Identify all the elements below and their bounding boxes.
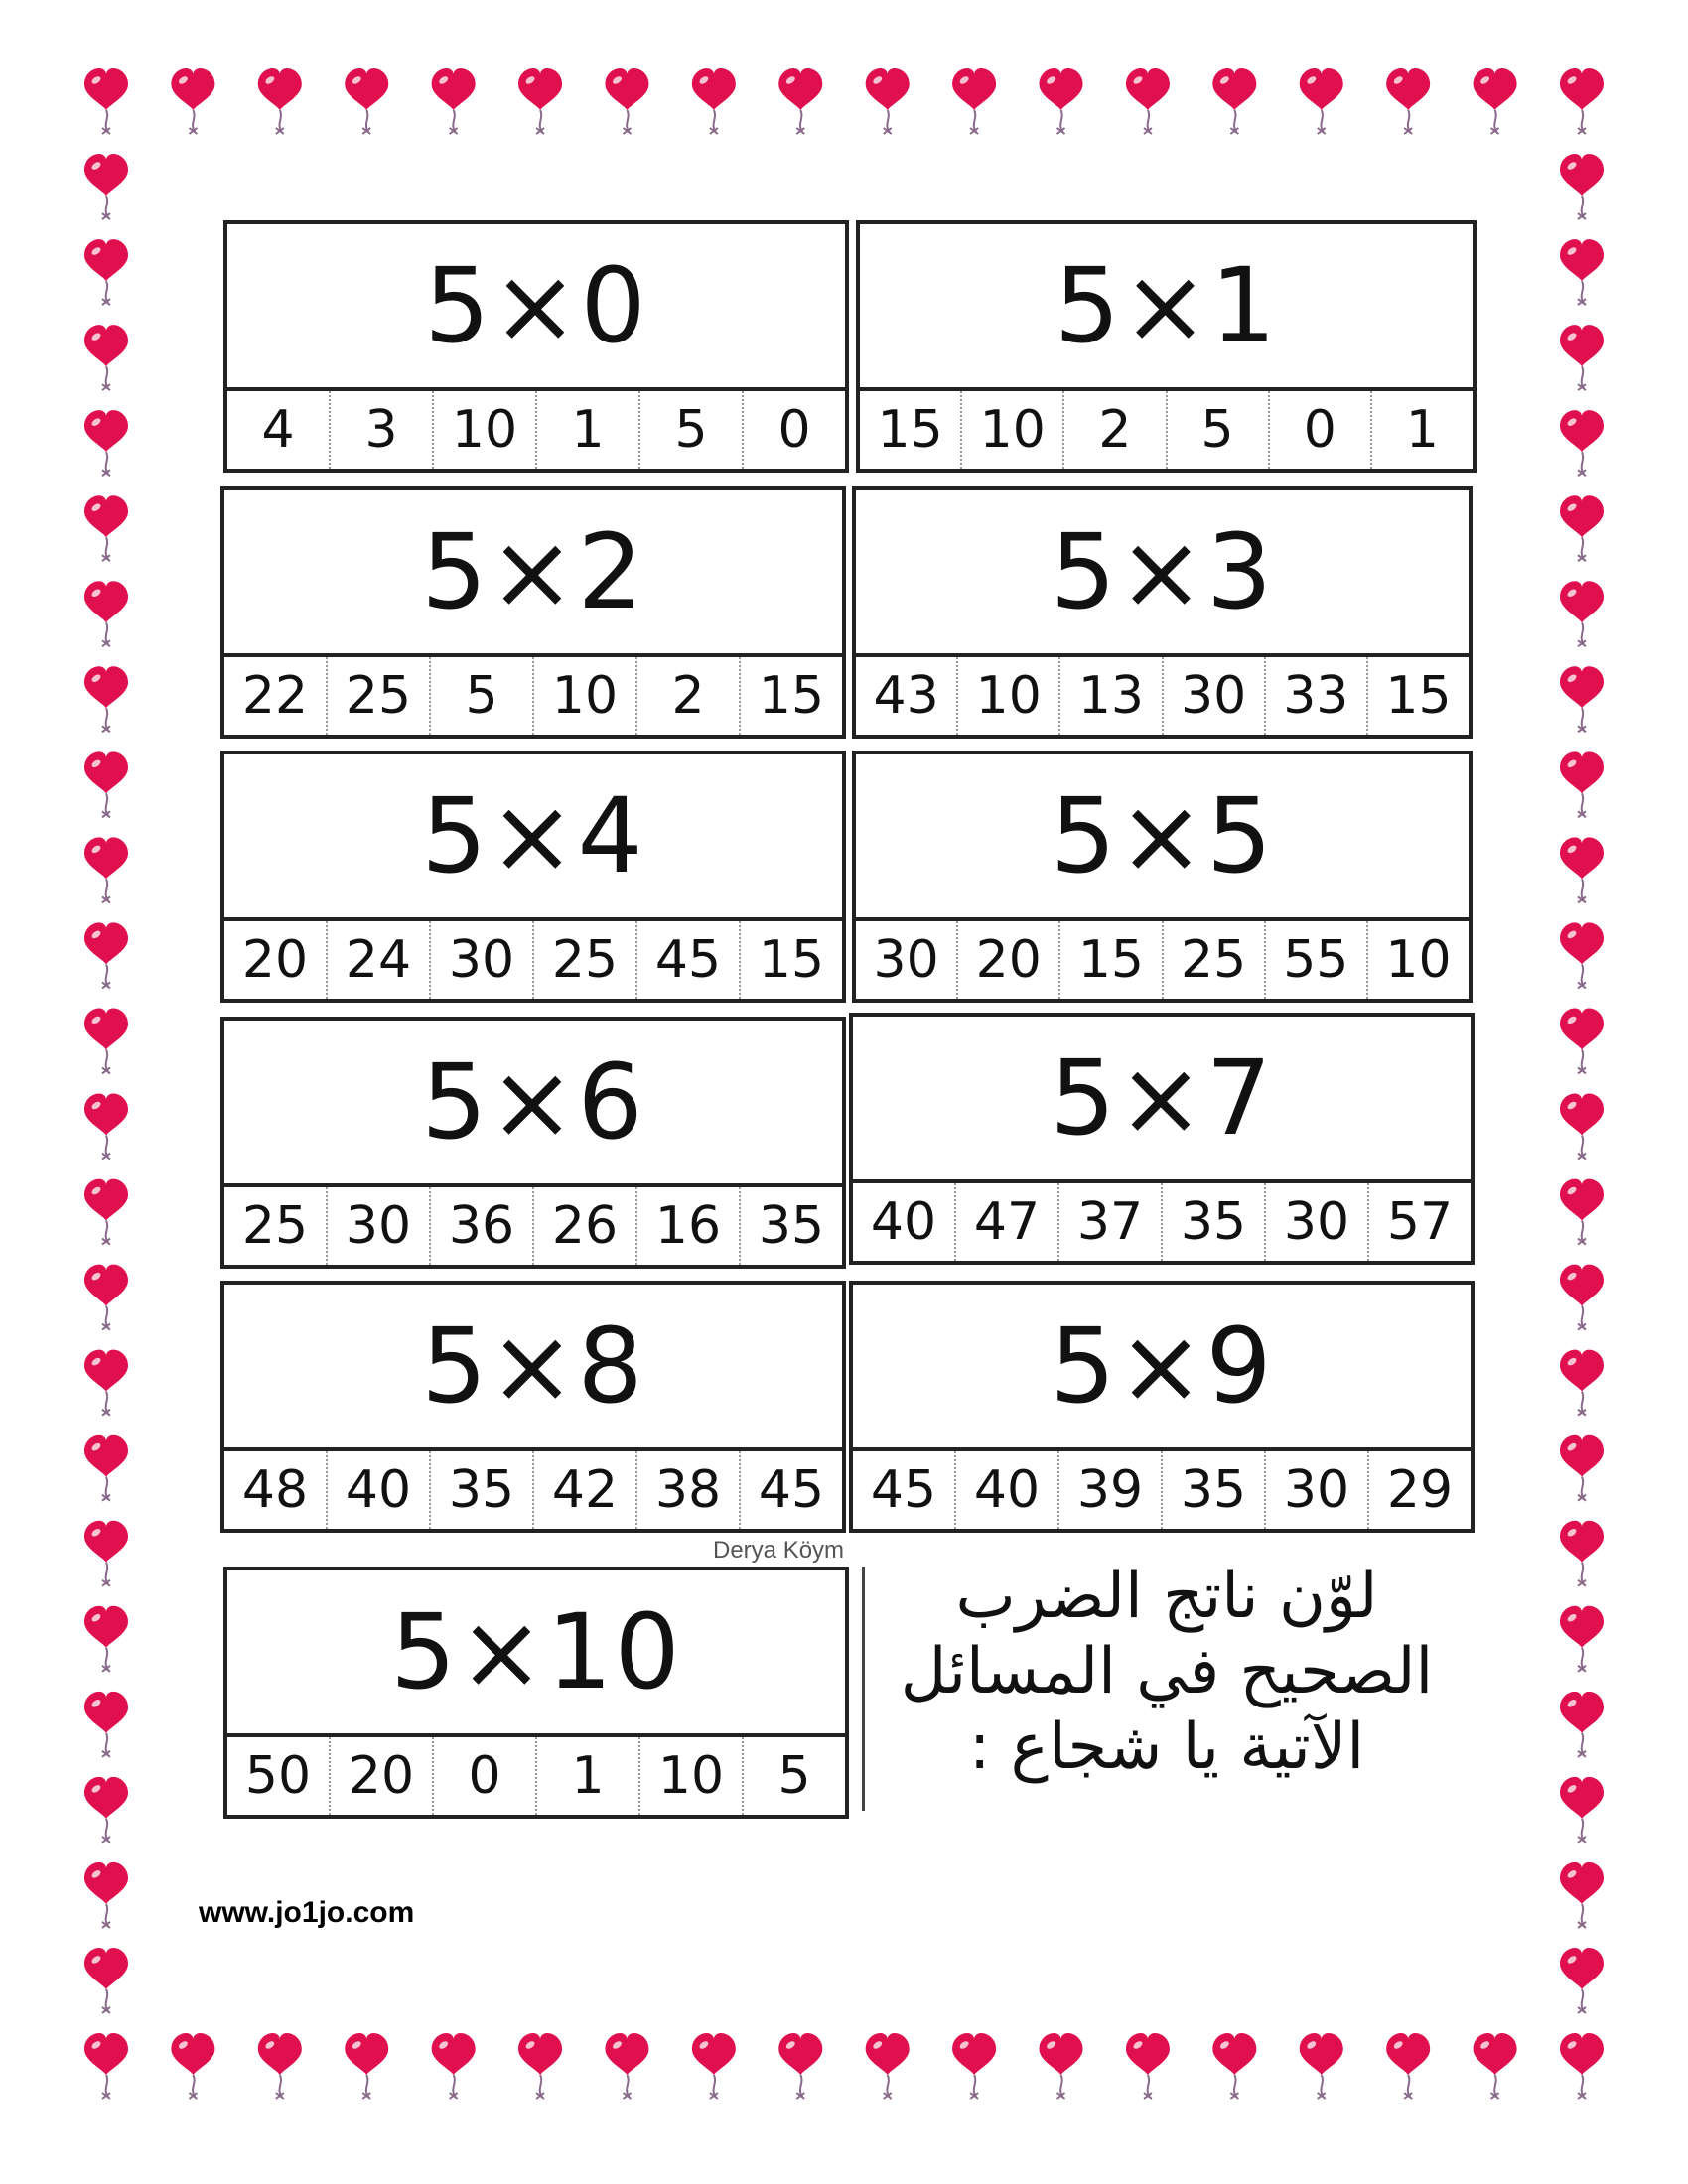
heart-balloon-icon bbox=[1560, 1008, 1604, 1073]
answer-option[interactable]: 30 bbox=[1266, 1451, 1369, 1529]
heart-balloon-icon bbox=[432, 2033, 476, 2099]
heart-balloon-icon bbox=[1560, 1606, 1604, 1672]
author-credit: Derya Köym bbox=[713, 1537, 845, 1564]
answer-option[interactable]: 35 bbox=[1163, 1183, 1266, 1261]
problem-label: 5×9 bbox=[1050, 1305, 1274, 1427]
multiplication-card bbox=[220, 1017, 846, 1269]
bracket-divider bbox=[862, 1567, 865, 1811]
heart-balloon-icon bbox=[84, 581, 128, 646]
instruction-line-2: الصحيح في المسائل bbox=[900, 1635, 1434, 1708]
heart-balloon-icon bbox=[952, 68, 996, 134]
heart-balloon-icon bbox=[1126, 2033, 1170, 2099]
answer-option[interactable]: 39 bbox=[1059, 1451, 1163, 1529]
answer-option[interactable]: 30 bbox=[1266, 1183, 1369, 1261]
heart-balloon-icon bbox=[258, 68, 302, 134]
heart-balloon-icon bbox=[1560, 751, 1604, 817]
answer-option[interactable]: 33 bbox=[1266, 657, 1368, 735]
answer-option[interactable]: 42 bbox=[534, 1451, 637, 1529]
answer-row bbox=[856, 653, 1469, 735]
heart-balloon-icon bbox=[1560, 1435, 1604, 1501]
answer-option[interactable]: 45 bbox=[758, 1460, 825, 1520]
answer-row bbox=[224, 917, 842, 999]
heart-balloon-icon bbox=[1560, 2033, 1604, 2099]
heart-balloon-icon bbox=[84, 325, 128, 390]
heart-balloon-icon bbox=[1560, 495, 1604, 561]
heart-balloon-icon bbox=[1560, 68, 1604, 134]
heart-balloon-icon bbox=[258, 2033, 302, 2099]
heart-balloon-icon bbox=[866, 68, 910, 134]
heart-balloon-icon bbox=[84, 1606, 128, 1672]
answer-row bbox=[224, 1183, 842, 1265]
heart-balloon-icon bbox=[605, 2033, 648, 2099]
heart-balloon-icon bbox=[84, 1692, 128, 1757]
answer-option[interactable]: 50 bbox=[227, 1737, 331, 1815]
heart-balloon-icon bbox=[1560, 581, 1604, 646]
heart-balloon-icon bbox=[1386, 2033, 1430, 2099]
heart-balloon-icon bbox=[84, 1777, 128, 1843]
heart-balloon-icon bbox=[1560, 837, 1604, 902]
answer-row bbox=[860, 387, 1473, 469]
answer-option[interactable]: 5 bbox=[431, 657, 534, 735]
heart-balloon-icon bbox=[84, 1350, 128, 1416]
heart-balloon-icon bbox=[84, 1521, 128, 1586]
answer-option[interactable]: 35 bbox=[758, 1196, 825, 1256]
heart-balloon-icon bbox=[518, 68, 562, 134]
instruction-text bbox=[869, 1559, 1465, 1785]
heart-balloon-icon bbox=[1212, 68, 1256, 134]
heart-balloon-icon bbox=[1560, 1521, 1604, 1586]
heart-balloon-icon bbox=[866, 2033, 910, 2099]
answer-option[interactable]: 20 bbox=[958, 921, 1060, 999]
heart-balloon-icon bbox=[171, 2033, 214, 2099]
problem-label: 5×2 bbox=[421, 511, 645, 632]
heart-balloon-icon bbox=[1040, 2033, 1083, 2099]
answer-option[interactable]: 0 bbox=[1270, 391, 1372, 469]
heart-balloon-icon bbox=[84, 495, 128, 561]
heart-balloon-icon bbox=[1474, 68, 1517, 134]
answer-option[interactable]: 43 bbox=[856, 657, 958, 735]
problem-label: 5×5 bbox=[1050, 775, 1275, 896]
heart-balloon-icon bbox=[1560, 410, 1604, 476]
heart-balloon-icon bbox=[1560, 239, 1604, 305]
answer-option[interactable]: 25 bbox=[224, 1187, 328, 1265]
answer-option[interactable]: 57 bbox=[1386, 1192, 1454, 1252]
answer-option[interactable]: 25 bbox=[1164, 921, 1266, 999]
heart-balloon-icon bbox=[84, 2033, 128, 2099]
answer-option[interactable]: 20 bbox=[331, 1737, 434, 1815]
answer-option[interactable]: 25 bbox=[534, 921, 637, 999]
multiplication-card bbox=[849, 1281, 1475, 1533]
multiplication-card bbox=[852, 751, 1473, 1003]
heart-balloon-icon bbox=[84, 1862, 128, 1928]
problem-label: 5×7 bbox=[1050, 1037, 1274, 1159]
answer-option[interactable]: 55 bbox=[1266, 921, 1368, 999]
multiplication-card bbox=[223, 1567, 849, 1819]
answer-option[interactable]: 16 bbox=[637, 1187, 741, 1265]
answer-row bbox=[856, 917, 1469, 999]
heart-balloon-icon bbox=[1560, 1179, 1604, 1245]
answer-option[interactable]: 22 bbox=[224, 657, 328, 735]
heart-balloon-icon bbox=[84, 1008, 128, 1073]
answer-option[interactable]: 30 bbox=[328, 1187, 431, 1265]
answer-option[interactable]: 10 bbox=[434, 391, 537, 469]
heart-balloon-icon bbox=[778, 68, 822, 134]
answer-row bbox=[853, 1179, 1471, 1261]
answer-option[interactable]: 48 bbox=[224, 1451, 328, 1529]
answer-option[interactable]: 5 bbox=[1168, 391, 1270, 469]
heart-balloon-icon bbox=[84, 410, 128, 476]
answer-option[interactable]: 36 bbox=[431, 1187, 534, 1265]
heart-balloon-icon bbox=[1300, 2033, 1343, 2099]
heart-balloon-icon bbox=[84, 239, 128, 305]
heart-balloon-icon bbox=[1560, 154, 1604, 219]
heart-balloon-icon bbox=[1300, 68, 1343, 134]
heart-balloon-icon bbox=[1560, 1350, 1604, 1416]
answer-option[interactable]: 4 bbox=[227, 391, 331, 469]
problem-label: 5×0 bbox=[424, 245, 648, 366]
answer-option[interactable]: 45 bbox=[637, 921, 741, 999]
answer-option[interactable]: 35 bbox=[431, 1451, 534, 1529]
answer-option[interactable]: 24 bbox=[328, 921, 431, 999]
heart-balloon-icon bbox=[778, 2033, 822, 2099]
answer-option[interactable]: 15 bbox=[758, 666, 825, 726]
answer-row bbox=[853, 1447, 1471, 1529]
answer-option[interactable]: 10 bbox=[962, 391, 1064, 469]
problem-label: 5×10 bbox=[390, 1591, 682, 1712]
answer-option[interactable]: 10 bbox=[958, 657, 1060, 735]
answer-option[interactable]: 15 bbox=[1385, 666, 1452, 726]
heart-balloon-icon bbox=[692, 2033, 736, 2099]
answer-option[interactable]: 5 bbox=[640, 391, 744, 469]
heart-balloon-icon bbox=[345, 2033, 388, 2099]
answer-option[interactable]: 29 bbox=[1386, 1460, 1454, 1520]
instruction-line-1: لوّن ناتج الضرب bbox=[955, 1560, 1378, 1633]
answer-option[interactable]: 30 bbox=[1164, 657, 1266, 735]
answer-option[interactable]: 15 bbox=[758, 930, 825, 990]
answer-option[interactable]: 40 bbox=[853, 1183, 956, 1261]
multiplication-card bbox=[220, 751, 846, 1003]
answer-option[interactable]: 45 bbox=[853, 1451, 956, 1529]
answer-option[interactable]: 10 bbox=[640, 1737, 744, 1815]
problem-label: 5×3 bbox=[1050, 511, 1275, 632]
answer-option[interactable]: 2 bbox=[637, 657, 741, 735]
heart-balloon-icon bbox=[1474, 2033, 1517, 2099]
answer-option[interactable]: 40 bbox=[956, 1451, 1059, 1529]
heart-balloon-icon bbox=[84, 1948, 128, 2013]
answer-option[interactable]: 15 bbox=[1060, 921, 1163, 999]
heart-balloon-icon bbox=[1386, 68, 1430, 134]
heart-balloon-icon bbox=[84, 666, 128, 732]
heart-balloon-icon bbox=[432, 68, 476, 134]
answer-option[interactable]: 5 bbox=[777, 1746, 811, 1806]
problem-label: 5×8 bbox=[421, 1305, 645, 1427]
answer-option[interactable]: 10 bbox=[534, 657, 637, 735]
answer-option[interactable]: 2 bbox=[1064, 391, 1167, 469]
multiplication-card bbox=[856, 220, 1477, 473]
answer-option[interactable]: 30 bbox=[431, 921, 534, 999]
answer-row bbox=[227, 1733, 845, 1815]
answer-option[interactable]: 10 bbox=[1385, 930, 1452, 990]
heart-balloon-icon bbox=[605, 68, 648, 134]
answer-option[interactable]: 38 bbox=[637, 1451, 741, 1529]
heart-balloon-icon bbox=[1560, 325, 1604, 390]
heart-balloon-icon bbox=[952, 2033, 996, 2099]
heart-balloon-icon bbox=[692, 68, 736, 134]
heart-balloon-icon bbox=[1212, 2033, 1256, 2099]
heart-balloon-icon bbox=[1560, 922, 1604, 988]
answer-option[interactable]: 47 bbox=[956, 1183, 1059, 1261]
heart-balloon-icon bbox=[1560, 666, 1604, 732]
heart-balloon-icon bbox=[1126, 68, 1170, 134]
heart-balloon-icon bbox=[84, 154, 128, 219]
heart-balloon-icon bbox=[171, 68, 214, 134]
answer-option[interactable]: 13 bbox=[1060, 657, 1163, 735]
heart-balloon-icon bbox=[1560, 1948, 1604, 2013]
heart-balloon-icon bbox=[1040, 68, 1083, 134]
website-url: www.jo1jo.com bbox=[199, 1896, 415, 1929]
heart-balloon-icon bbox=[84, 1265, 128, 1330]
heart-balloon-icon bbox=[84, 1435, 128, 1501]
answer-option[interactable]: 25 bbox=[328, 657, 431, 735]
answer-option[interactable]: 30 bbox=[856, 921, 958, 999]
answer-option[interactable]: 37 bbox=[1059, 1183, 1163, 1261]
multiplication-card bbox=[223, 220, 849, 473]
heart-balloon-icon bbox=[84, 1094, 128, 1160]
multiplication-card bbox=[220, 486, 846, 739]
answer-row bbox=[224, 1447, 842, 1529]
answer-option[interactable]: 3 bbox=[331, 391, 434, 469]
heart-balloon-icon bbox=[518, 2033, 562, 2099]
heart-balloon-icon bbox=[1560, 1265, 1604, 1330]
heart-balloon-icon bbox=[1560, 1777, 1604, 1843]
heart-balloon-icon bbox=[84, 751, 128, 817]
multiplication-card bbox=[849, 1013, 1475, 1265]
heart-balloon-icon bbox=[84, 922, 128, 988]
problem-label: 5×4 bbox=[421, 775, 645, 896]
heart-balloon-icon bbox=[1560, 1862, 1604, 1928]
heart-balloon-icon bbox=[1560, 1692, 1604, 1757]
heart-balloon-icon bbox=[1560, 1094, 1604, 1160]
answer-option[interactable]: 26 bbox=[534, 1187, 637, 1265]
instruction-line-3: الآتية يا شجاع : bbox=[968, 1710, 1365, 1784]
answer-row bbox=[227, 387, 845, 469]
answer-option[interactable]: 0 bbox=[777, 400, 811, 460]
answer-option[interactable]: 1 bbox=[537, 391, 640, 469]
heart-balloon-icon bbox=[84, 837, 128, 902]
problem-label: 5×6 bbox=[421, 1041, 645, 1162]
heart-balloon-icon bbox=[345, 68, 388, 134]
answer-option[interactable]: 35 bbox=[1163, 1451, 1266, 1529]
heart-balloon-icon bbox=[84, 1179, 128, 1245]
multiplication-card bbox=[220, 1281, 846, 1533]
answer-option[interactable]: 40 bbox=[328, 1451, 431, 1529]
problem-label: 5×1 bbox=[1054, 245, 1279, 366]
answer-option[interactable]: 20 bbox=[224, 921, 328, 999]
multiplication-card bbox=[852, 486, 1473, 739]
answer-option[interactable]: 1 bbox=[537, 1737, 640, 1815]
heart-balloon-icon bbox=[84, 68, 128, 134]
answer-row bbox=[224, 653, 842, 735]
answer-option[interactable]: 15 bbox=[860, 391, 962, 469]
answer-option[interactable]: 0 bbox=[434, 1737, 537, 1815]
answer-option[interactable]: 1 bbox=[1405, 400, 1439, 460]
